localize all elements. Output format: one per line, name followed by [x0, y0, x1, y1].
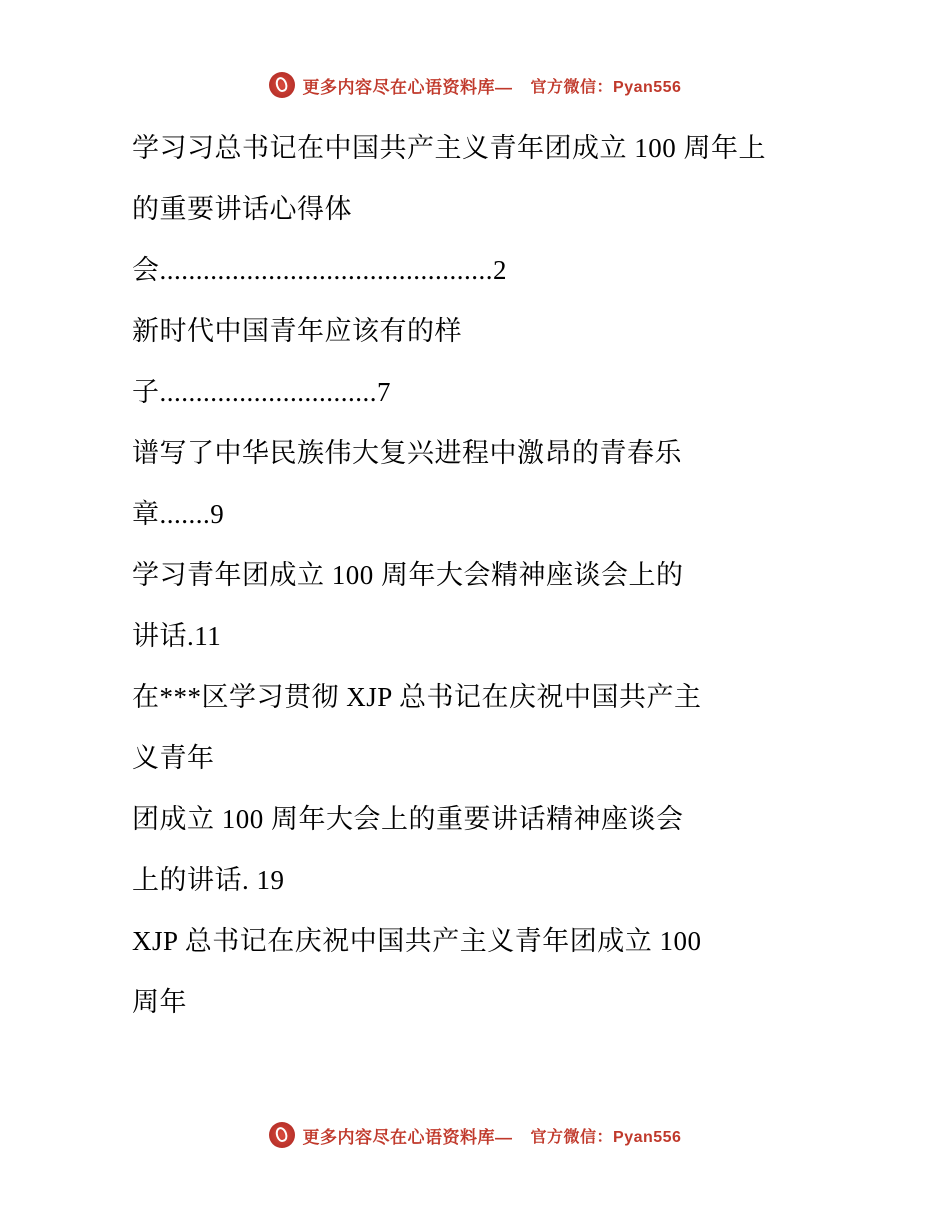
- watermark-wechat-text: 官方微信：Pyan556: [530, 1128, 682, 1146]
- toc-line: 学习青年团成立 100 周年大会精神座谈会上的: [132, 560, 684, 590]
- toc-line: 新时代中国青年应该有的样: [132, 316, 462, 346]
- toc-line: 上的讲话. 19: [132, 865, 285, 895]
- watermark-footer: [0, 1122, 950, 1148]
- toc-line: 周年: [132, 987, 187, 1017]
- circle-seal-icon: [269, 72, 295, 98]
- toc-line: 义青年: [132, 743, 215, 773]
- toc-line: 谱写了中华民族伟大复兴进程中激昂的青春乐: [132, 438, 682, 468]
- toc-line: 学习习总书记在中国共产主义青年团成立 100 周年上: [132, 133, 766, 163]
- toc-line: 章.......9: [132, 499, 225, 529]
- watermark-header: [0, 72, 950, 98]
- watermark-brand-text: 更多内容尽在心语资料库—: [302, 1127, 513, 1147]
- toc-line: 在***区学习贯彻 XJP 总书记在庆祝中国共产主: [132, 682, 702, 712]
- toc-line: 讲话.11: [132, 621, 222, 651]
- table-of-contents: [88, 118, 878, 1033]
- toc-line: 会..............................................2: [132, 255, 507, 285]
- toc-line: 的重要讲话心得体: [132, 194, 352, 224]
- toc-line: 子..............................7: [132, 377, 391, 407]
- toc-line: 团成立 100 周年大会上的重要讲话精神座谈会: [132, 804, 684, 834]
- watermark-brand-text: 更多内容尽在心语资料库—: [302, 77, 513, 97]
- circle-seal-icon: [269, 1122, 295, 1148]
- watermark-wechat-text: 官方微信：Pyan556: [530, 78, 682, 96]
- toc-line: XJP 总书记在庆祝中国共产主义青年团成立 100: [132, 926, 702, 956]
